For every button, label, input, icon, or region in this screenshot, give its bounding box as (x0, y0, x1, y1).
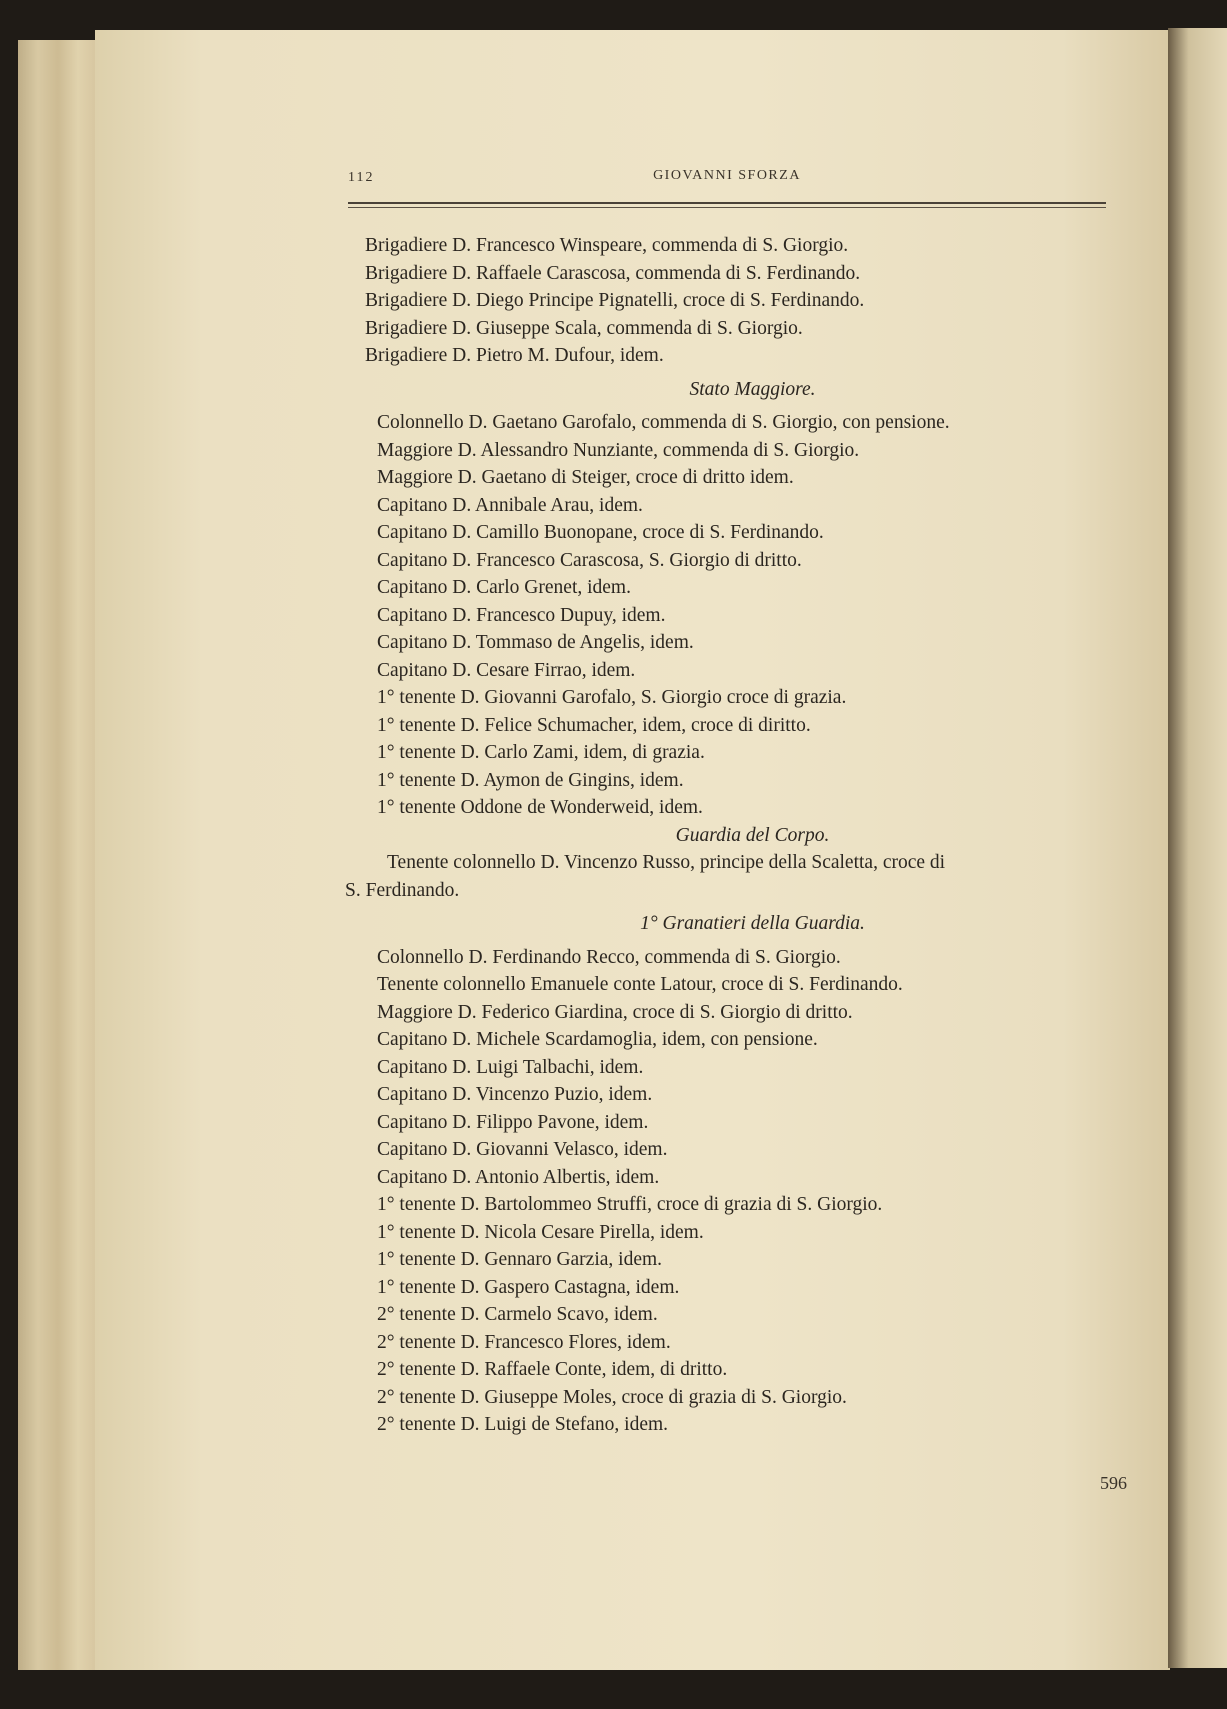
text-line: Maggiore D. Gaetano di Steiger, croce di dritto idem. (377, 467, 794, 488)
text-line: Capitano D. Tommaso de Angelis, idem. (377, 632, 694, 653)
text-line: Maggiore D. Alessandro Nunziante, commenda di S. Giorgio. (377, 439, 860, 461)
text-line: Capitano D. Filippo Pavone, idem. (377, 1111, 649, 1133)
archive-folio-number: 596 (1100, 1473, 1127, 1493)
text-line: S. Ferdinando. (345, 879, 460, 901)
text-line: 2° tenente D. Francesco Flores, idem. (377, 1331, 671, 1353)
text-line: Tenente colonnello Emanuele conte Latour, croce di S. Ferdinando. (377, 974, 903, 995)
text-line: Capitano D. Antonio Albertis, idem. (377, 1166, 660, 1188)
text-line: Capitano D. Camillo Buonopane, croce di S. Ferdinando. (377, 522, 824, 543)
running-title: GIOVANNI SFORZA (653, 168, 801, 183)
text-line: 1° tenente D. Giovanni Garofalo, S. Giorgio croce di grazia. (377, 687, 847, 708)
text-line: Brigadiere D. Raffaele Carascosa, commenda di S. Ferdinando. (365, 262, 861, 284)
facing-page-edge (1168, 28, 1227, 1668)
text-line: 1° tenente D. Carlo Zami, idem, di grazia. (377, 742, 705, 763)
section-heading-granatieri: 1° Granatieri della Guardia. (640, 913, 865, 934)
text-line: Brigadiere D. Pietro M. Dufour, idem. (365, 345, 664, 366)
text-line: 1° tenente D. Felice Schumacher, idem, croce di diritto. (377, 714, 811, 736)
book-page-edges (18, 40, 98, 1670)
header-rule-thick (348, 202, 1106, 204)
text-line: Colonnello D. Ferdinando Recco, commenda di S. Giorgio. (377, 946, 841, 968)
text-line: Capitano D. Giovanni Velasco, idem. (377, 1139, 668, 1160)
text-line: 2° tenente D. Giuseppe Moles, croce di grazia di S. Giorgio. (377, 1386, 847, 1408)
text-line: 2° tenente D. Carmelo Scavo, idem. (377, 1304, 658, 1325)
brigadieri-list (365, 232, 1120, 370)
text-line: Capitano D. Luigi Talbachi, idem. (377, 1056, 644, 1078)
text-line: Tenente colonnello D. Vincenzo Russo, principe della Scaletta, croce di (387, 852, 946, 873)
text-line: 1° tenente Oddone de Wonderweid, idem. (377, 797, 703, 818)
text-line: 1° tenente D. Aymon de Gingins, idem. (377, 769, 684, 791)
text-line: Brigadiere D. Diego Principe Pignatelli, croce di S. Ferdinando. (365, 290, 865, 311)
text-line: Brigadiere D. Giuseppe Scala, commenda di S. Giorgio. (365, 317, 803, 339)
text-line: Capitano D. Cesare Firrao, idem. (377, 659, 636, 681)
text-line: Capitano D. Francesco Dupuy, idem. (377, 604, 666, 626)
text-line: 1° tenente D. Gennaro Garzia, idem. (377, 1249, 663, 1270)
text-line: 1° tenente D. Gaspero Castagna, idem. (377, 1276, 680, 1298)
text-line: Capitano D. Michele Scardamoglia, idem, con pensione. (377, 1029, 818, 1050)
text-line: Capitano D. Annibale Arau, idem. (377, 494, 643, 516)
section-heading-stato-maggiore: Stato Maggiore. (689, 378, 816, 400)
text-line: Colonnello D. Gaetano Garofalo, commenda di S. Giorgio, con pensione. (377, 412, 950, 433)
text-line: Maggiore D. Federico Giardina, croce di S. Giorgio di dritto. (377, 1001, 853, 1023)
header-rule-thin (348, 207, 1106, 208)
stato-maggiore-list (365, 409, 1120, 822)
text-line: 1° tenente D. Nicola Cesare Pirella, idem. (377, 1221, 704, 1243)
text-line: Capitano D. Francesco Carascosa, S. Giorgio di dritto. (377, 549, 802, 571)
text-line: Capitano D. Carlo Grenet, idem. (377, 577, 631, 598)
text-line: Capitano D. Vincenzo Puzio, idem. (377, 1084, 653, 1105)
text-line: 2° tenente D. Luigi de Stefano, idem. (377, 1414, 669, 1435)
text-line: Brigadiere D. Francesco Winspeare, commenda di S. Giorgio. (365, 235, 849, 256)
page-header (348, 168, 1106, 198)
text-line: 2° tenente D. Raffaele Conte, idem, di dritto. (377, 1359, 728, 1380)
guardia-paragraph (345, 849, 1120, 904)
page-body (345, 232, 1120, 1439)
section-heading-guardia: Guardia del Corpo. (675, 824, 830, 846)
page-number: 112 (348, 170, 375, 185)
text-line: 1° tenente D. Bartolommeo Struffi, croce di grazia di S. Giorgio. (377, 1194, 883, 1215)
granatieri-list (365, 944, 1120, 1439)
